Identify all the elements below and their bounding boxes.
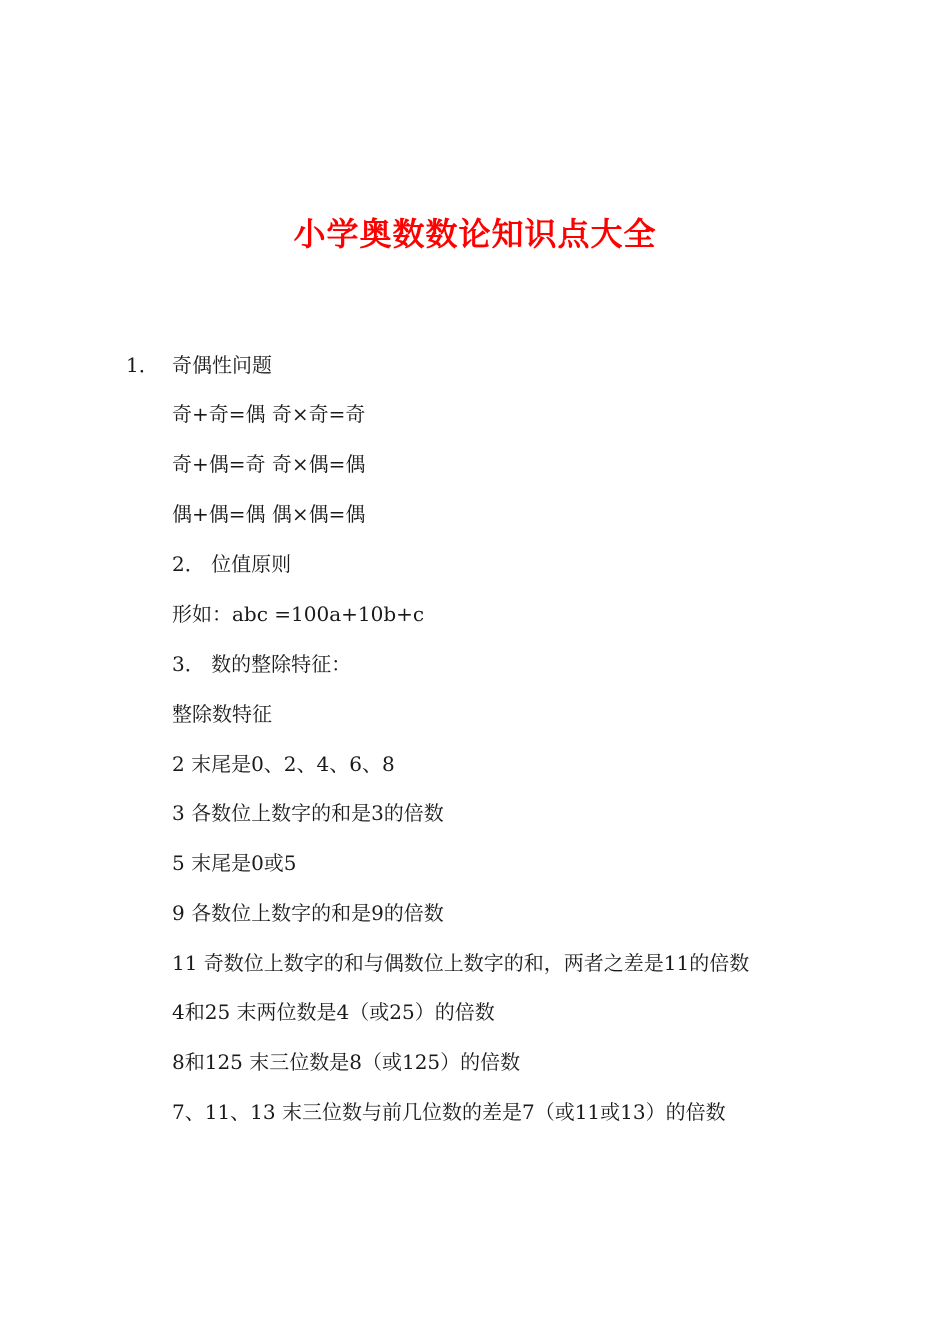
text-line: 整除数特征	[172, 702, 272, 726]
document-title: 小学奥数数论知识点大全	[293, 215, 657, 253]
text-line: 2 末尾是0、2、4、6、8	[172, 752, 395, 776]
section-3-heading: 3． 数的整除特征：	[172, 652, 352, 676]
section-1-number: 1．	[126, 353, 159, 377]
text-line: 偶+偶=偶 偶×偶=偶	[172, 502, 366, 526]
text-line: 5 末尾是0或5	[172, 851, 297, 875]
section-1-title: 奇偶性问题	[172, 353, 272, 377]
text-line: 3 各数位上数字的和是3的倍数	[172, 801, 444, 825]
text-line: 4和25 末两位数是4（或25）的倍数	[172, 1000, 495, 1024]
section-1-heading	[126, 350, 272, 380]
text-line: 8和125 末三位数是8（或125）的倍数	[172, 1050, 521, 1074]
section-2-heading: 2． 位值原则	[172, 552, 292, 576]
text-line: 奇+偶=奇 奇×偶=偶	[172, 452, 366, 476]
text-line: 7、11、13 末三位数与前几位数的差是7（或11或13）的倍数	[172, 1100, 726, 1124]
text-line: 形如：abc =100a+10b+c	[172, 602, 425, 626]
text-line: 11 奇数位上数字的和与偶数位上数字的和，两者之差是11的倍数	[172, 951, 750, 975]
text-line: 9 各数位上数字的和是9的倍数	[172, 901, 444, 925]
text-line: 奇+奇=偶 奇×奇=奇	[172, 402, 366, 426]
